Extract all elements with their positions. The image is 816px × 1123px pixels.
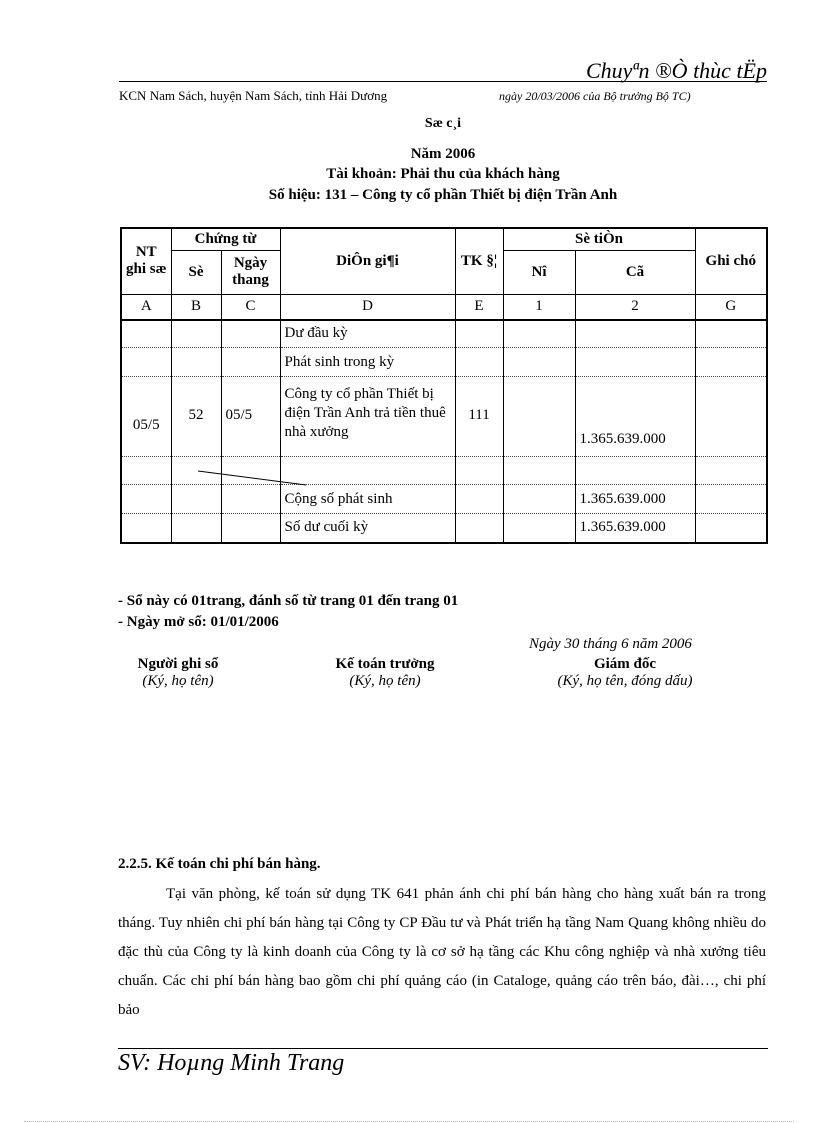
col-header-note: Ghi chó: [695, 228, 767, 294]
cell-voucher-number: 52: [171, 377, 221, 457]
letter-cell: D: [280, 294, 455, 320]
account-line: Tài khoản: Phải thu của khách hàng: [326, 166, 560, 182]
col-header-voucher: Chứng từ: [171, 228, 280, 250]
signature-recorder: [118, 656, 238, 690]
col-header-account: TK §¦: [455, 228, 503, 294]
cell-description: Cộng số phát sinh: [280, 485, 455, 514]
header-title: Chuyªn ®Ò thùc tËp: [585, 58, 767, 83]
decree-reference: ngày 20/03/2006 của Bộ trưởng Bộ TC): [499, 89, 691, 103]
accountant-subtitle: (Ký, họ tên): [349, 673, 421, 689]
letter-cell: A: [121, 294, 171, 320]
note-open-date: - Ngày mở sổ: 01/01/2006: [118, 614, 279, 630]
letter-cell: 2: [575, 294, 695, 320]
letter-cell: C: [221, 294, 280, 320]
recorder-title: Người ghi sổ: [137, 656, 219, 672]
letter-cell: 1: [503, 294, 575, 320]
col-header-voucher-date: Ngày thang: [221, 250, 280, 294]
page-edge-line: [24, 1121, 794, 1122]
col-header-date: NT ghi sæ: [121, 228, 171, 294]
cell-description: Phát sinh trong kỳ: [280, 348, 455, 377]
director-title: Giám đốc: [593, 656, 657, 672]
footer-divider: [118, 1048, 768, 1049]
cell-credit: 1.365.639.000: [575, 485, 695, 514]
col-header-debit: Nî: [503, 250, 575, 294]
year-line: Năm 2006: [410, 146, 476, 162]
col-header-description: DiÔn gi¶i: [280, 228, 455, 294]
cell-description: Dư đầu kỳ: [280, 320, 455, 348]
cell-date: 05/5: [121, 377, 171, 457]
cell-voucher-date: 05/5: [221, 377, 280, 457]
book-title: Sæ c¸i: [424, 116, 462, 131]
note-page-count: - Sổ này có 01trang, đánh số từ trang 01 đến trang 01: [118, 593, 459, 609]
letter-cell: E: [455, 294, 503, 320]
letter-cell: G: [695, 294, 767, 320]
col-header-credit: Cã: [575, 250, 695, 294]
cell-account: 111: [455, 377, 503, 457]
recorder-subtitle: (Ký, họ tên): [142, 673, 214, 689]
letter-cell: B: [171, 294, 221, 320]
col-header-amount: Sè tiÒn: [503, 228, 695, 250]
company-address: KCN Nam Sách, huyện Nam Sách, tỉnh Hải Dương: [119, 88, 388, 103]
signature-director: [540, 656, 710, 690]
director-subtitle: (Ký, họ tên, đóng dấu): [557, 673, 693, 689]
accountant-title: Kế toán trưởng: [335, 656, 435, 672]
section-paragraph: Tại văn phòng, kế toán sử dụng TK 641 phản ánh chi phí bán hàng cho hàng xuất bán ra trong tháng. Tuy nhiên chi phí bán hàng tại Công ty CP Đầu tư và Phát triển hạ tầng Nam Quang không nhiều do đặc thù của Công ty là kinh doanh của Công ty là cơ sở hạ tầng các Khu công nghiệp và nhà xưởng tiêu chuẩn. Các chi phí bán hàng bao gồm chi phí quảng cáo (in Cataloge, quảng cáo trên báo, đài…, chi phí bảo: [118, 886, 766, 1018]
cell-credit: 1.365.639.000: [575, 377, 695, 457]
cell-credit: 1.365.639.000: [575, 514, 695, 543]
col-header-voucher-number: Sè: [171, 250, 221, 294]
cell-description: Công ty cổ phần Thiết bị điện Trần Anh trả tiền thuê nhà xưởng: [280, 377, 455, 457]
footer-student-name: SV: Hoµng Minh Trang: [118, 1050, 345, 1076]
cell-description: Số dư cuối kỳ: [280, 514, 455, 543]
account-code-line: Số hiệu: 131 – Công ty cổ phần Thiết bị điện Trần Anh: [268, 187, 618, 203]
signature-date: Ngày 30 tháng 6 năm 2006: [529, 636, 692, 652]
section-heading: 2.2.5. Kế toán chi phí bán hàng.: [118, 856, 321, 872]
signature-accountant: [320, 656, 450, 690]
